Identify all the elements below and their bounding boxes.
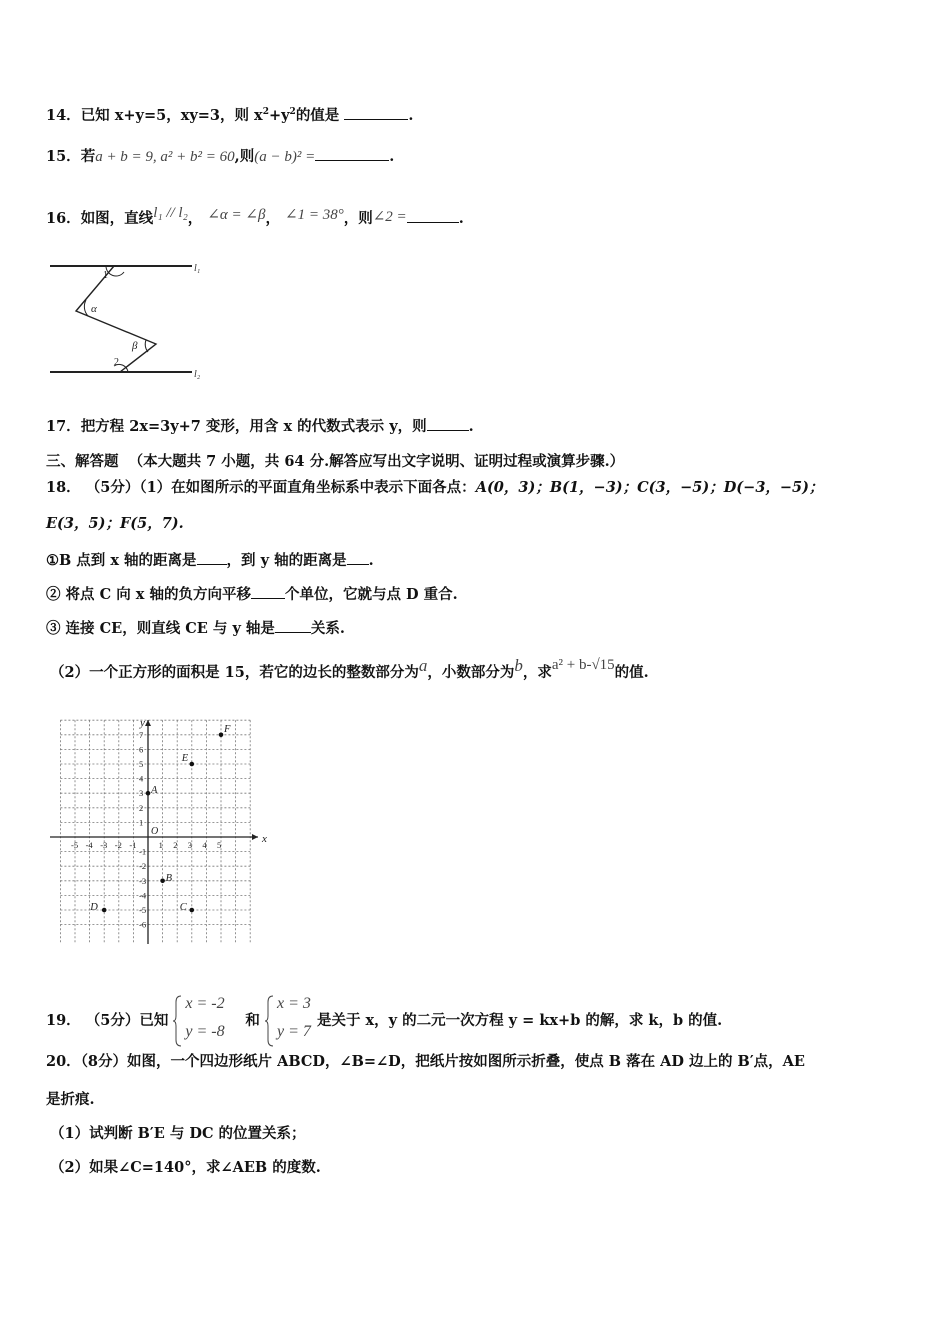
question-20-line2: 是折痕. xyxy=(46,1091,95,1108)
question-19: 19． （5分）已知 x = -2 y = -8 和 x = 3 y = 7 是关于 x，y 的二元一次方程 y = kx+b 的解，求 k，b 的值. xyxy=(46,994,722,1048)
x-axis-arrow-icon xyxy=(252,834,258,840)
parallel-lines-figure xyxy=(44,254,214,386)
answer-blank[interactable] xyxy=(427,416,469,431)
point-label-B: B xyxy=(165,872,173,884)
answer-blank[interactable] xyxy=(344,105,408,120)
angle-1-arc xyxy=(106,266,124,276)
question-17: 17．把方程 2x=3y+7 变形，用含 x 的代数式表示 y，则 . xyxy=(46,418,474,435)
question-20-line1: 20．（8分）如图，一个四边形纸片 ABCD，∠B=∠D，把纸片按如图所示折叠，使点 B 落在 AD 边上的 B′点，AE xyxy=(46,1053,805,1070)
brace-icon xyxy=(173,994,183,1048)
point-E xyxy=(190,762,195,767)
y-tick-label: -4 xyxy=(139,890,147,901)
y-tick-label: 7 xyxy=(139,729,144,740)
question-20-sub2: （2）如果∠C=140°，求∠AEB 的度数. xyxy=(50,1159,321,1176)
y-tick-label: 1 xyxy=(139,817,144,828)
equation-system-2: x = 3 y = 7 xyxy=(265,994,317,1048)
y-axis-arrow-icon xyxy=(145,720,151,726)
question-20-sub1: （1）试判断 B′E 与 DC 的位置关系； xyxy=(50,1125,306,1142)
point-F xyxy=(219,733,224,738)
label-beta: β xyxy=(132,340,138,352)
answer-blank[interactable] xyxy=(315,146,389,161)
y-tick-label: 4 xyxy=(139,773,144,784)
coordinate-grid xyxy=(48,716,272,946)
x-tick-label: 3 xyxy=(187,840,193,850)
x-tick-label: 2 xyxy=(173,840,178,850)
y-tick-label: 6 xyxy=(139,744,144,755)
point-B xyxy=(160,879,165,884)
y-tick-label: -2 xyxy=(139,861,147,872)
answer-blank[interactable] xyxy=(275,618,311,633)
x-tick-label: -3 xyxy=(100,840,108,850)
y-tick-label: 2 xyxy=(139,802,144,813)
label-angle-1: 1 xyxy=(103,270,108,281)
point-C xyxy=(190,908,195,913)
point-label-F: F xyxy=(224,723,231,735)
x-tick-label: -5 xyxy=(71,840,79,850)
question-18-part-2: （2）一个正方形的面积是 15，若它的边长的整数部分为a，小数部分为b，求a² + b-√15的值. xyxy=(50,656,649,681)
answer-blank[interactable] xyxy=(407,208,459,223)
question-15: 15．若a + b = 9, a² + b² = 60,则(a − b)² = . xyxy=(46,148,395,165)
answer-blank[interactable] xyxy=(347,550,369,565)
label-angle-2: 2 xyxy=(114,357,119,368)
y-tick-label: -6 xyxy=(139,919,147,930)
point-D xyxy=(102,908,107,913)
section-3-heading: 三、解答题 （本大题共 7 小题，共 64 分.解答应写出文字说明、证明过程或演算步骤.） xyxy=(46,453,625,470)
point-label-A: A xyxy=(151,785,158,797)
x-tick-label: -1 xyxy=(129,840,137,850)
answer-blank[interactable] xyxy=(197,550,227,565)
x-tick-label: -4 xyxy=(85,840,93,850)
angle-alpha-arc xyxy=(84,300,88,316)
x-tick-label: -2 xyxy=(114,840,122,850)
question-18-part1: ①B 点到 x 轴的距离是 ，到 y 轴的距离是 . xyxy=(46,552,374,569)
question-18-part3: ③ 连接 CE，则直线 CE 与 y 轴是 关系. xyxy=(46,620,345,637)
y-tick-label: -3 xyxy=(139,875,147,886)
x-tick-label: 5 xyxy=(217,840,222,850)
label-l1: l₁ xyxy=(194,263,201,274)
x-tick-label: 4 xyxy=(202,840,207,850)
question-18-line1: 18． （5分）（1）在如图所示的平面直角坐标系中表示下面各点：A(0，3)；B(1，−3)；C(3，−5)；D(−3，−5)； xyxy=(46,479,824,496)
origin-label: O xyxy=(151,826,159,837)
point-A xyxy=(146,791,151,796)
equation-system-1: x = -2 y = -8 xyxy=(173,994,245,1048)
point-label-C: C xyxy=(179,902,187,913)
y-tick-label: -1 xyxy=(139,846,147,857)
point-label-D: D xyxy=(90,902,98,913)
question-18-part2: ② 将点 C 向 x 轴的负方向平移 个单位，它就与点 D 重合. xyxy=(46,586,458,603)
question-18-line2: E(3，5)；F(5，7). xyxy=(46,515,184,532)
y-axis-label: y xyxy=(140,717,145,729)
label-l2: l₂ xyxy=(194,369,201,380)
label-alpha: α xyxy=(91,303,97,315)
y-tick-label: -5 xyxy=(139,905,147,915)
y-tick-label: 5 xyxy=(139,759,144,769)
question-16: 16．如图，直线l₁ // l₂， ∠α = ∠β， ∠1 = 38°，则∠2 = . xyxy=(46,205,464,227)
y-tick-label: 3 xyxy=(139,788,144,799)
x-tick-label: 1 xyxy=(158,840,163,850)
question-14: 14．已知 x+y=5，xy=3，则 $x^2+y^2$的值是 . xyxy=(46,106,414,124)
brace-icon xyxy=(265,994,275,1048)
point-label-E: E xyxy=(181,753,189,764)
answer-blank[interactable] xyxy=(251,584,285,599)
x-axis-label: x xyxy=(262,833,267,845)
